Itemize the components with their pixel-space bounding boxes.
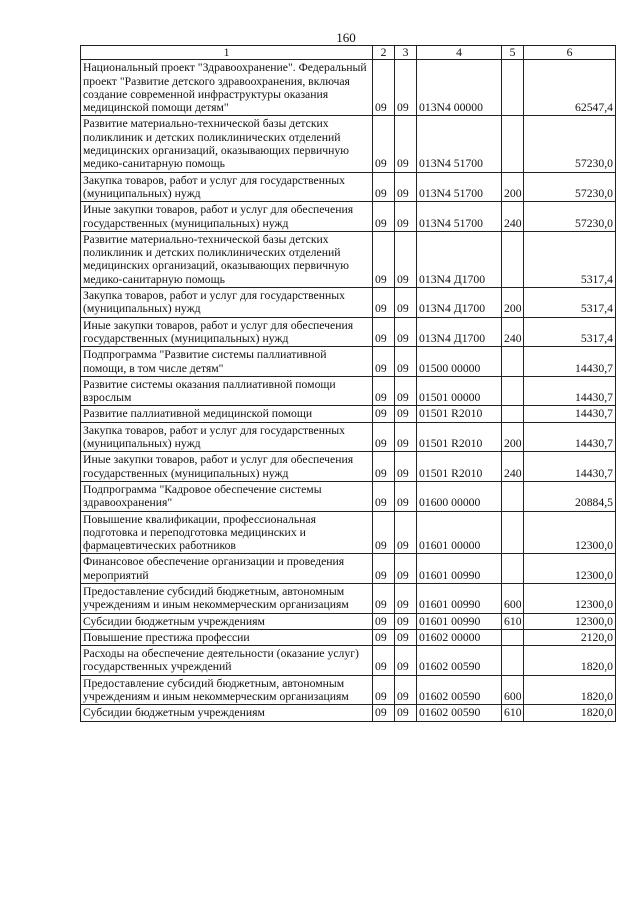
- expense-type-cell: [502, 406, 524, 422]
- subsection-cell: 09: [395, 422, 417, 452]
- section-cell: 09: [373, 116, 395, 172]
- subsection-cell: 09: [395, 317, 417, 347]
- name-cell: Национальный проект "Здравоохранение". Федеральный проект "Развитие детского здравоохранения, включая создание современной инфраструктуры оказания медицинской помощи детям": [81, 60, 373, 116]
- expense-type-cell: 200: [502, 422, 524, 452]
- column-header: 5: [502, 46, 524, 60]
- section-cell: 09: [373, 629, 395, 645]
- amount-cell: 62547,4: [524, 60, 616, 116]
- subsection-cell: 09: [395, 705, 417, 721]
- header-row: [81, 46, 616, 60]
- amount-cell: 12300,0: [524, 583, 616, 613]
- target-code-cell: 01601 00990: [417, 583, 502, 613]
- target-code-cell: 01600 00000: [417, 481, 502, 511]
- section-cell: 09: [373, 481, 395, 511]
- expense-type-cell: 200: [502, 288, 524, 318]
- name-cell: Предоставление субсидий бюджетным, автономным учреждениям и иным некоммерческим организациям: [81, 583, 373, 613]
- amount-cell: 14430,7: [524, 376, 616, 406]
- target-code-cell: 01501 R2010: [417, 452, 502, 482]
- table-row: [81, 202, 616, 232]
- target-code-cell: 01602 00590: [417, 705, 502, 721]
- subsection-cell: 09: [395, 60, 417, 116]
- target-code-cell: 013N4 Д1700: [417, 317, 502, 347]
- name-cell: Иные закупки товаров, работ и услуг для обеспечения государственных (муниципальных) нужд: [81, 452, 373, 482]
- name-cell: Подпрограмма "Развитие системы паллиативной помощи, в том числе детям": [81, 347, 373, 377]
- subsection-cell: 09: [395, 376, 417, 406]
- subsection-cell: 09: [395, 231, 417, 287]
- subsection-cell: 09: [395, 172, 417, 202]
- subsection-cell: 09: [395, 406, 417, 422]
- amount-cell: 5317,4: [524, 288, 616, 318]
- target-code-cell: 013N4 51700: [417, 172, 502, 202]
- section-cell: 09: [373, 554, 395, 584]
- section-cell: 09: [373, 583, 395, 613]
- expense-type-cell: [502, 347, 524, 377]
- subsection-cell: 09: [395, 629, 417, 645]
- subsection-cell: 09: [395, 202, 417, 232]
- name-cell: Развитие системы оказания паллиативной помощи взрослым: [81, 376, 373, 406]
- table-row: [81, 422, 616, 452]
- amount-cell: 1820,0: [524, 646, 616, 676]
- target-code-cell: 01501 R2010: [417, 406, 502, 422]
- amount-cell: 14430,7: [524, 406, 616, 422]
- subsection-cell: 09: [395, 613, 417, 629]
- table-row: [81, 554, 616, 584]
- table-body: [81, 60, 616, 721]
- expense-type-cell: [502, 511, 524, 554]
- table-row: [81, 646, 616, 676]
- expense-type-cell: 610: [502, 613, 524, 629]
- name-cell: Подпрограмма "Кадровое обеспечение системы здравоохранения": [81, 481, 373, 511]
- expense-type-cell: 610: [502, 705, 524, 721]
- budget-table: [80, 45, 616, 722]
- table-row: [81, 231, 616, 287]
- expense-type-cell: [502, 481, 524, 511]
- section-cell: 09: [373, 422, 395, 452]
- section-cell: 09: [373, 452, 395, 482]
- name-cell: Финансовое обеспечение организации и проведения мероприятий: [81, 554, 373, 584]
- target-code-cell: 01601 00990: [417, 554, 502, 584]
- expense-type-cell: [502, 116, 524, 172]
- table-row: [81, 288, 616, 318]
- column-header: 4: [417, 46, 502, 60]
- amount-cell: 57230,0: [524, 172, 616, 202]
- subsection-cell: 09: [395, 481, 417, 511]
- expense-type-cell: 240: [502, 202, 524, 232]
- amount-cell: 12300,0: [524, 613, 616, 629]
- section-cell: 09: [373, 347, 395, 377]
- section-cell: 09: [373, 317, 395, 347]
- expense-type-cell: [502, 629, 524, 645]
- table-row: [81, 172, 616, 202]
- amount-cell: 57230,0: [524, 202, 616, 232]
- expense-type-cell: 600: [502, 675, 524, 705]
- section-cell: 09: [373, 60, 395, 116]
- table-row: [81, 116, 616, 172]
- amount-cell: 12300,0: [524, 554, 616, 584]
- table-row: [81, 675, 616, 705]
- expense-type-cell: [502, 376, 524, 406]
- name-cell: Развитие паллиативной медицинской помощи: [81, 406, 373, 422]
- target-code-cell: 013N4 Д1700: [417, 231, 502, 287]
- subsection-cell: 09: [395, 452, 417, 482]
- expense-type-cell: 240: [502, 317, 524, 347]
- name-cell: Субсидии бюджетным учреждениям: [81, 613, 373, 629]
- amount-cell: 14430,7: [524, 452, 616, 482]
- expense-type-cell: [502, 646, 524, 676]
- target-code-cell: 01500 00000: [417, 347, 502, 377]
- section-cell: 09: [373, 406, 395, 422]
- section-cell: 09: [373, 705, 395, 721]
- column-header: 6: [524, 46, 616, 60]
- target-code-cell: 01601 00000: [417, 511, 502, 554]
- table-row: [81, 583, 616, 613]
- expense-type-cell: [502, 60, 524, 116]
- amount-cell: 2120,0: [524, 629, 616, 645]
- section-cell: 09: [373, 172, 395, 202]
- name-cell: Развитие материально-технической базы детских поликлиник и детских поликлинических отделений медицинских организаций, оказывающих первичную медико-санитарную помощь: [81, 116, 373, 172]
- table-row: [81, 60, 616, 116]
- subsection-cell: 09: [395, 288, 417, 318]
- subsection-cell: 09: [395, 675, 417, 705]
- target-code-cell: 013N4 51700: [417, 202, 502, 232]
- expense-type-cell: 240: [502, 452, 524, 482]
- target-code-cell: 01501 00000: [417, 376, 502, 406]
- target-code-cell: 01602 00590: [417, 646, 502, 676]
- column-header: 2: [373, 46, 395, 60]
- target-code-cell: 01602 00000: [417, 629, 502, 645]
- target-code-cell: 01501 R2010: [417, 422, 502, 452]
- name-cell: Закупка товаров, работ и услуг для государственных (муниципальных) нужд: [81, 288, 373, 318]
- name-cell: Закупка товаров, работ и услуг для государственных (муниципальных) нужд: [81, 172, 373, 202]
- target-code-cell: 013N4 51700: [417, 116, 502, 172]
- amount-cell: 12300,0: [524, 511, 616, 554]
- amount-cell: 5317,4: [524, 317, 616, 347]
- expense-type-cell: 600: [502, 583, 524, 613]
- name-cell: Повышение престижа профессии: [81, 629, 373, 645]
- target-code-cell: 013N4 00000: [417, 60, 502, 116]
- table-row: [81, 613, 616, 629]
- name-cell: Субсидии бюджетным учреждениям: [81, 705, 373, 721]
- amount-cell: 57230,0: [524, 116, 616, 172]
- subsection-cell: 09: [395, 583, 417, 613]
- table-row: [81, 511, 616, 554]
- subsection-cell: 09: [395, 511, 417, 554]
- table-row: [81, 705, 616, 721]
- name-cell: Закупка товаров, работ и услуг для государственных (муниципальных) нужд: [81, 422, 373, 452]
- section-cell: 09: [373, 202, 395, 232]
- name-cell: Иные закупки товаров, работ и услуг для обеспечения государственных (муниципальных) нужд: [81, 317, 373, 347]
- page-number: 160: [336, 30, 356, 45]
- table-row: [81, 317, 616, 347]
- amount-cell: 1820,0: [524, 705, 616, 721]
- column-header: 1: [81, 46, 373, 60]
- subsection-cell: 09: [395, 646, 417, 676]
- amount-cell: 14430,7: [524, 422, 616, 452]
- expense-type-cell: [502, 231, 524, 287]
- subsection-cell: 09: [395, 554, 417, 584]
- subsection-cell: 09: [395, 347, 417, 377]
- table-row: [81, 452, 616, 482]
- amount-cell: 5317,4: [524, 231, 616, 287]
- section-cell: 09: [373, 675, 395, 705]
- amount-cell: 14430,7: [524, 347, 616, 377]
- name-cell: Иные закупки товаров, работ и услуг для обеспечения государственных (муниципальных) нужд: [81, 202, 373, 232]
- target-code-cell: 013N4 Д1700: [417, 288, 502, 318]
- section-cell: 09: [373, 613, 395, 629]
- section-cell: 09: [373, 511, 395, 554]
- subsection-cell: 09: [395, 116, 417, 172]
- table-row: [81, 481, 616, 511]
- column-header: 3: [395, 46, 417, 60]
- expense-type-cell: 200: [502, 172, 524, 202]
- section-cell: 09: [373, 288, 395, 318]
- name-cell: Расходы на обеспечение деятельности (оказание услуг) государственных учреждений: [81, 646, 373, 676]
- target-code-cell: 01602 00590: [417, 675, 502, 705]
- table-row: [81, 376, 616, 406]
- name-cell: Повышение квалификации, профессиональная подготовка и переподготовка медицинских и фармацевтических работников: [81, 511, 373, 554]
- name-cell: Предоставление субсидий бюджетным, автономным учреждениям и иным некоммерческим организациям: [81, 675, 373, 705]
- expense-type-cell: [502, 554, 524, 584]
- section-cell: 09: [373, 231, 395, 287]
- table-row: [81, 406, 616, 422]
- amount-cell: 1820,0: [524, 675, 616, 705]
- amount-cell: 20884,5: [524, 481, 616, 511]
- table-row: [81, 629, 616, 645]
- target-code-cell: 01601 00990: [417, 613, 502, 629]
- section-cell: 09: [373, 376, 395, 406]
- name-cell: Развитие материально-технической базы детских поликлиник и детских поликлинических отделений медицинских организаций, оказывающих первичную медико-санитарную помощь: [81, 231, 373, 287]
- section-cell: 09: [373, 646, 395, 676]
- table-row: [81, 347, 616, 377]
